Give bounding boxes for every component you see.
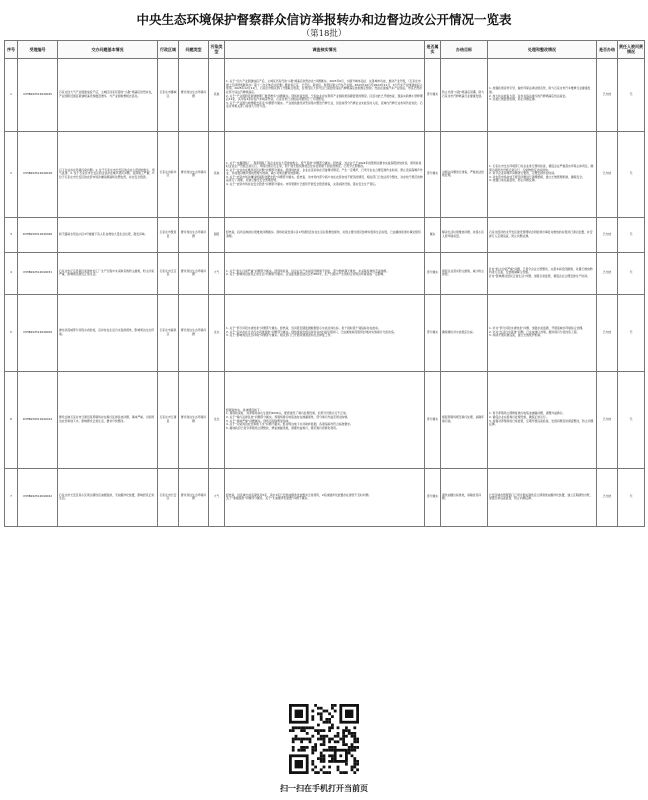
batch-subtitle: （第18批） <box>301 29 347 39</box>
table-row <box>5 252 645 294</box>
cell-id: X3HB20251204004​5 <box>18 58 58 131</box>
cell-handling-paragraph: 2. 督促企业完善粪污处理设施，确保正常运行。 <box>489 415 549 420</box>
cell-handling-paragraph: 1. 针对“部分河段水质较差”问题，加强水质监测，开展流域水环境综合治理。 <box>489 326 585 331</box>
cell-handling-paragraph: 针对“影响周边居民正常生活”问题，加强日常监管，督促企业合理安排生产时间。 <box>489 273 590 278</box>
cell-investigation-paragraph: 1. 关于“部分河段水质较差”问题部分属实。经核查，该河段近期监测数据显示水质总体达标，但个别时段个别指标存在波动。 <box>226 326 381 331</box>
table-row <box>5 217 645 252</box>
cell-handling-paragraph: 长安区城市管理部门已责令相关餐饮店立即清洗油烟净化装置，建立定期清洗台账，加强日常巡查监管，防止问题反弹。 <box>489 492 593 501</box>
cell-no: 6 <box>5 371 18 468</box>
cell-problem-type: 群众身边生态环境问题 <box>179 131 209 217</box>
cell-region: 石家庄市长安区 <box>158 468 179 526</box>
cell-pollution: 生态 <box>209 294 225 371</box>
cell-goal: 解决生活垃圾堆放问题，改善小区人居环境质量。 <box>441 217 488 252</box>
cell-investigation-paragraph: 3. 关于“臭味严重”问题属实。现场可闻到明显异味。 <box>226 418 292 423</box>
cell-investigation-paragraph: 2. 关于“粪污乱排乱放”问题部分属实。养殖场粪污收集池存在渗漏现象，部分粪污外溢至周边沟渠。 <box>226 415 350 420</box>
cell-is-true: 部分属实 <box>425 468 441 526</box>
cell-investigation-paragraph: 经调查核实，具体情况如下： <box>226 407 263 412</box>
cell-investigation-paragraph: 4. 关于“污染周边农田和地下水”问题不属实。经对周边地下水井取样监测，各项指标均符合标准要求。 <box>226 422 353 427</box>
header-closed: 是否办结 <box>597 41 618 59</box>
cell-goal: 督促养殖场规范粪污处理，消除环境污染。 <box>441 371 488 468</box>
cell-investigation-paragraph: 2. 关于“企业存在噪声扰民问题”问题部分属实。经现场核查，企业在夜间存在设备调试情况，产生一定噪声，已责令企业合理安排作业时间，禁止夜间高噪声作业，并加强对噪声源的管理与控制，减少对周边群众的影响。 <box>226 167 423 176</box>
cell-handling <box>488 371 597 468</box>
cell-handling-paragraph: 1. 加强政策宣传引导，做好环保法律法规宣传，助力石家庄市汽车维修行业健康发展。 <box>489 86 591 95</box>
cell-accountability: 无 <box>618 131 645 217</box>
cell-handling <box>488 252 597 294</box>
cell-handling-paragraph: 石家庄经济技术开发区建设管理局会同街道办事处对堆放的垃圾进行清运处置，并安排专人定期巡查，防止问题反弹。 <box>489 230 593 238</box>
cell-closed: 已办结 <box>597 294 618 371</box>
cell-id: D3HB20251204001​4 <box>18 371 58 468</box>
cell-no: 5 <box>5 294 18 371</box>
cell-no: 2 <box>5 131 18 217</box>
cell-problem-type: 群众身边生态环境问题 <box>179 294 209 371</box>
cell-issue: 滹沱河流域部分河段水质较差，沿岸存在生活污水直排现象，影响周边生态环境。 <box>58 294 158 371</box>
header-handling: 处理和整改情况 <box>488 41 597 59</box>
cell-handling-paragraph: 2. 针对“生活污水直排”问题，已完成排口封堵，推进雨污分流改造工程。 <box>489 329 580 334</box>
cell-problem-type: 群众身边生态环境问题 <box>179 252 209 294</box>
cell-investigation-paragraph: 1. 关于“四大产业园建成投产后，主城区仍有代的‘小散’喷漆店依然存在”问题属实。2023年6月，为提升城市品位、完善城市功能，推动产业升级，《石家庄市国土空间规划服务办》第十一次全体会议纪要》要求将正定、长安区、新华区、桥西区建立汽车产业园。2023年10月至2024年11月，4个汽车产业园建成投入使用。2025年12月11日，石家庄市相关部门开展联合检查，在市四区大部分区已查处的违法汽修喷漆店按照规定整改。然而在建成汽车产业园后，市区仍然存在部分违法汽修喷漆店。 <box>226 79 423 95</box>
cell-is-true: 部分属实 <box>425 58 441 131</box>
cell-goal: 餐饮油烟达标排放，消除扰民问题。 <box>441 468 488 526</box>
qr-code-icon <box>289 704 359 774</box>
table-row <box>5 294 645 371</box>
header-accountability: 责任人被问责情况 <box>618 41 645 59</box>
cell-investigation-paragraph: 关于“油烟直排”问题部分属实，关于“无油烟净化装置”问题不属实。 <box>226 496 311 501</box>
header-issue: 交办问题基本情况 <box>58 41 158 59</box>
cell-closed: 已办结 <box>597 252 618 294</box>
cell-goal: 督促企业落实防尘措施，减少粉尘排放。 <box>441 252 488 294</box>
cell-is-true: 部分属实 <box>425 252 441 294</box>
cell-investigation-paragraph: 1. 关于“粉尘污染严重”问题部分属实。经现场检查，该企业生产车间密闭措施不到位，部分物料露天堆放，未采取有效的苫盖措施。 <box>226 268 390 273</box>
cell-pollution: 大气 <box>209 252 225 294</box>
header-id: 受理编号 <box>18 41 58 59</box>
cell-issue: 石家庄市正定县新区某建材加工厂生产过程中未采取有效防尘措施，粉尘污染严重，影响周边居民正常生活。 <box>58 252 158 294</box>
cell-investigation <box>225 294 425 371</box>
cell-issue: 群众反映石家庄市行唐县某养殖场存在粪污乱排乱放问题，臭味严重，污染周边农田和地下水，影响群众正常生活，要求尽快整改。 <box>58 371 158 468</box>
cell-closed: 已办结 <box>597 468 618 526</box>
cell-investigation <box>225 371 425 468</box>
cell-handling-paragraph: 1. 责令养殖场立即修复粪污收集池渗漏问题，清理外溢粪污。 <box>489 411 566 416</box>
cell-investigation <box>225 252 425 294</box>
cell-investigation <box>225 468 425 526</box>
cell-investigation-paragraph: 3. 关于“产业园与构想相去甚远”问题部分属实。产业园的建设初衷是集中整治汽修行业，但目前部分汽修企业未能及时入驻，区域内汽修行业布局仍需优化。石家庄市相关部门将加大引导力度。 <box>226 100 423 109</box>
cell-investigation-paragraph: 2. 关于“沿岸存在生活污水直排现象”问题部分属实。现场排查发现沿岸存在2处雨污混排口，已由属地政府组织封堵并实施雨污分流改造。 <box>226 329 397 334</box>
cell-investigation-paragraph: 3. 关于“影响周边生态环境”问题部分属实。相关部门已开展河道清淤和生态修复工作。 <box>226 333 334 338</box>
cell-investigation <box>225 58 425 131</box>
cell-no: 7 <box>5 468 18 526</box>
cell-issue: 石家庄市长安区某小区周边餐饮店油烟直排，无油烟净化装置，影响居民正常生活。 <box>58 468 158 526</box>
cell-is-true: 部分属实 <box>425 294 441 371</box>
cell-accountability: 无 <box>618 294 645 371</box>
cell-accountability: 无 <box>618 252 645 294</box>
cell-id: X3HB20251204002​2 <box>18 468 58 526</box>
cell-accountability: 无 <box>618 468 645 526</box>
cell-problem-type: 群众身边生态环境问题 <box>179 58 209 131</box>
header-problem-type: 问题类型 <box>179 41 209 59</box>
cell-issue: 石家庄四大气产业园建成投产后，主城区四家民营的“小散”喷漆店依然存在，产业园附近园区新建喷漆设施数量增多，与产业园构想相去甚远。 <box>58 58 158 131</box>
cell-region: 石家庄市赞皇县 <box>158 217 179 252</box>
cell-investigation-paragraph: 1. 现场检查时，该养殖场存栏生猪约2000头，配套建设了粪污处理设施，但部分设施运行不正常。 <box>226 411 349 416</box>
cell-handling-paragraph: 3. 对农资市场存放不规范问题进行清理整顿，建立长效管理机制，确保安全。 <box>489 174 585 179</box>
cell-investigation-paragraph: 经核查，投诉反映的垃圾堆放问题属实。现场检查发现小区4号楼附近存在生活垃圾堆放现象，垃圾主要为居民装修垃圾和生活垃圾，已由属地街道办事处组织清理。 <box>226 230 421 238</box>
header-investigation: 调查核实情况 <box>225 41 425 59</box>
cell-closed: 已办结 <box>597 217 618 252</box>
cell-accountability: 无 <box>618 371 645 468</box>
cell-goal: 防止出现“小散”喷漆店回潮，助力石家庄市汽修喷漆行业健康发展。 <box>441 58 488 131</box>
cell-accountability: 无 <box>618 217 645 252</box>
cell-is-true: 部分属实 <box>425 131 441 217</box>
cell-handling-paragraph: 2. 责令企业对噪声问题进行整改，合理安排作业时间。 <box>489 171 557 176</box>
table-row <box>5 468 645 526</box>
cell-handling-paragraph: 1. 石家庄市生态环境部门对企业进行现场检查，督促企业严格落实环保主体责任，确保污染防治设施正常运行，污染物稳定达标排放。 <box>489 164 594 172</box>
cell-problem-type: 群众身边生态环境问题 <box>179 468 209 526</box>
disclosure-table <box>4 40 645 527</box>
cell-pollution: 其他 <box>209 58 225 131</box>
cell-no: 3 <box>5 217 18 252</box>
cell-pollution: 大气 <box>209 468 225 526</box>
cell-region: 石家庄市藁城区 <box>158 58 179 131</box>
cell-investigation <box>225 131 425 217</box>
cell-handling <box>488 294 597 371</box>
header-pollution: 污染类型 <box>209 41 225 59</box>
cell-issue: 杨子路雨水泵站小区4号楼楼下有人私自堆放大量生活垃圾，散发异味。 <box>58 217 158 252</box>
qr-code[interactable] <box>279 704 369 794</box>
qr-caption: 扫一扫在手机打开当前页 <box>280 784 368 793</box>
cell-issue: 以下企业存在环境污染问题：1. 位于石家庄市长安区的企业大量排放粉尘，废气直排；2. 位于石家庄市长安区的企业存在噪声扰民问题，夜间施工严重；3. 位于石家庄市长安区的农资市场涉嫌违规囤积化肥农药，存在安全隐患。 <box>58 131 158 217</box>
cell-goal: 对相关问题进行排查，严格依法依规处理。 <box>441 131 488 217</box>
header-region: 行政区域 <box>158 41 179 59</box>
cell-closed: 已办结 <box>597 131 618 217</box>
cell-is-true: 属实 <box>425 217 441 252</box>
header-no: 序号 <box>5 41 18 59</box>
cell-pollution: 固废 <box>209 217 225 252</box>
cell-goal: 确保滹沱河水质稳定达标。 <box>441 294 488 371</box>
cell-investigation <box>225 217 425 252</box>
cell-no: 1 <box>5 58 18 131</box>
cell-handling-paragraph: 3. 持续开展河道巡查，建立长效管护机制。 <box>489 333 543 338</box>
page-title: 中央生态环境保护督察群众信访举报转办和边督边改公开情况一览表 <box>136 12 512 27</box>
cell-investigation-paragraph: 2. 关于“影响周边居民正常生活”问题部分属实。企业距离最近居民区约300米，生产过程中产生的粉尘对周边环境造成一定影响。 <box>226 272 387 277</box>
cell-investigation-paragraph: 经核查，该区域内共有餐饮店5家，其中3家已安装油烟净化装置并正常使用，2家油烟净化装置存在清洗不及时问题。 <box>226 492 372 497</box>
cell-id: X3HB20251204003​1 <box>18 252 58 294</box>
cell-handling <box>488 468 597 526</box>
cell-pollution: 生态 <box>209 371 225 468</box>
table-header-row <box>5 41 645 59</box>
table-row <box>5 131 645 217</box>
cell-handling-paragraph: 3. 加强对养殖场的日常监管，定期开展巡查检查，发现问题及时督促整改，防止问题反弹。 <box>489 418 594 427</box>
header-goal: 办结目标 <box>441 41 488 59</box>
cell-handling-paragraph: 3. 完善长效监管机制，防止问题反弹。 <box>489 97 538 102</box>
cell-region: 石家庄市行唐县 <box>158 371 179 468</box>
cell-accountability: 无 <box>618 58 645 131</box>
cell-investigation-paragraph: 1. 关于“永鑫钢铁厂、利泰钢铁厂等企业存在大量排放粉尘、废气直排”问题部分属实。经核查，该企业已于2024年按照相关要求完成超低排放改造，现场检查时企业生产设施正常运行，环保设施运行正常，但个别无组织排放点位存在管理不到位的情况，已责令立即整改。 <box>226 160 422 169</box>
header-is-true: 是否属实 <box>425 41 441 59</box>
cell-handling-paragraph: 针对“粉尘污染严重”问题，已责令企业立即整改，完善车间密闭措施，对露天堆放物料进行苫盖，安装喷淋降尘设施。 <box>489 266 593 275</box>
cell-investigation-paragraph: 5. 属地政府已责令养殖场立即整改，修复渗漏设施，清理外溢粪污，规范粪污资源化利用。 <box>226 425 339 430</box>
cell-id: X3HB20251204000​9 <box>18 294 58 371</box>
cell-region: 石家庄市鹿泉区 <box>158 294 179 371</box>
cell-pollution: 其他 <box>209 131 225 217</box>
cell-problem-type: 群众身边生态环境问题 <box>179 371 209 468</box>
cell-investigation-paragraph: 3. 关于“农资市场涉嫌违规囤积化肥农药”问题部分属实。经核查，该市场内部分商户存在农资存放不规范的情况，相关部门已依法责令整改，对存放不规范的物品进行了清理，并建立健全安全管理台账。 <box>226 174 423 183</box>
table-row <box>5 58 645 131</box>
cell-region: 石家庄市正定县 <box>158 252 179 294</box>
cell-id: X3HB20251204001​8 <box>18 131 58 217</box>
cell-region: 石家庄市新华区 <box>158 131 179 217</box>
cell-problem-type: 群众身边生态环境问题 <box>179 217 209 252</box>
cell-handling-paragraph: 4. 加强日常巡查监管，防止问题反弹。 <box>489 178 538 183</box>
cell-handling <box>488 217 597 252</box>
cell-no: 4 <box>5 252 18 294</box>
table-row <box>5 371 645 468</box>
cell-id: D3HB20251204002​6 <box>18 217 58 252</box>
cell-investigation-paragraph: 2. 关于“产业园附近新建修理厂数量增多”问题属实。现场检查发现，个别企业存在利用产业园政策逃避监管的情况。区县对此已开展核查，现查实新增小型修理店12家，其中有4家存在汽车喷涂作业。石家庄市已对相关问题进行了专项整治。 <box>226 93 423 102</box>
cell-closed: 已办结 <box>597 58 618 131</box>
cell-handling <box>488 58 597 131</box>
cell-closed: 已办结 <box>597 371 618 468</box>
cell-investigation-paragraph: 4. 关于“农资市场存在安全隐患”问题部分属实。市场管理方已组织开展安全隐患排查，完善消防设施，落实安全生产责任。 <box>226 182 378 187</box>
cell-handling-paragraph: 2. 加大执法检查力度，对存在违法排污的汽修喷漆店依法查处。 <box>489 93 569 98</box>
cell-is-true: 部分属实 <box>425 371 441 468</box>
cell-handling <box>488 131 597 217</box>
